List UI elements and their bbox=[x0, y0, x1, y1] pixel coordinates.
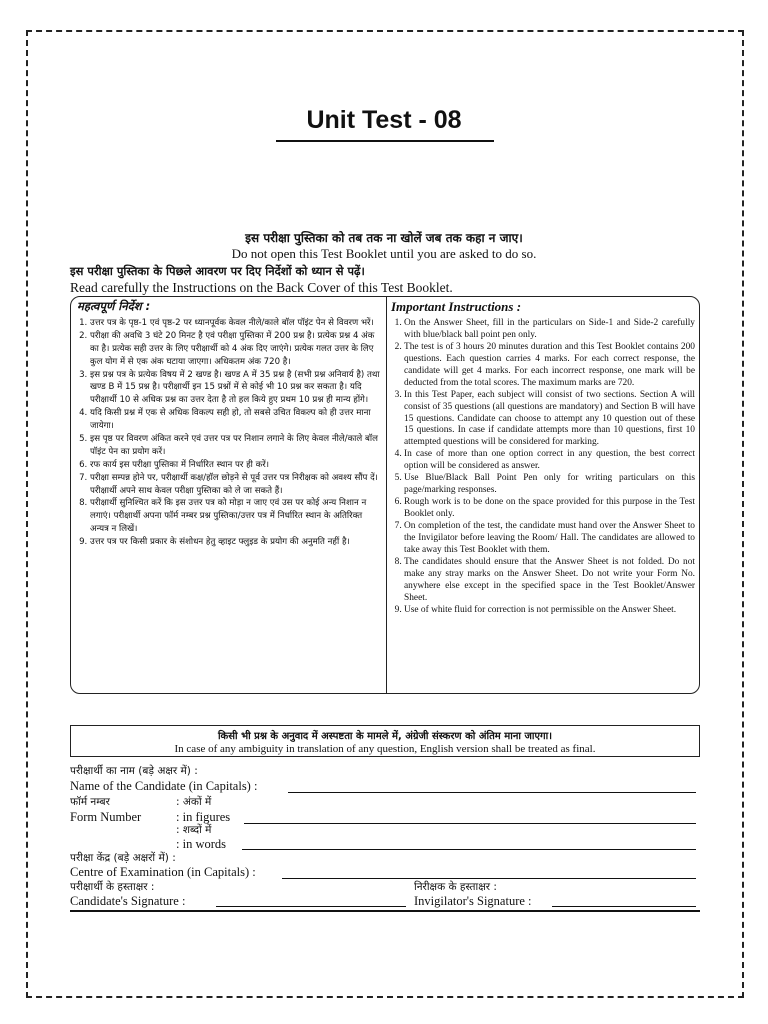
words-label-hindi: : शब्दों में bbox=[176, 824, 212, 836]
candidate-name-label-hindi: परीक्षार्थी का नाम (बड़े अक्षर में) : bbox=[70, 765, 198, 777]
form-number-label: Form Number bbox=[70, 810, 142, 824]
english-instruction-item: 4. In case of more than one option correct in any question, the best correct option will be considered as answer. bbox=[404, 449, 695, 473]
hindi-instruction-item: 7. परीक्षा सम्पन्न होने पर, परीक्षार्थी कक्ष/हॉल छोड़ने से पूर्व उत्तर पत्र निरीक्षक को अवश्य सौंप दें। परीक्षार्थी अपने साथ केवल परीक्षा पुस्तिका को ले जा सकते हैं। bbox=[90, 472, 381, 498]
hindi-instructions-column bbox=[77, 299, 381, 549]
candidate-signature-label: Candidate's Signature : bbox=[70, 894, 186, 908]
hindi-instruction-item: 8. परीक्षार्थी सुनिश्चित करें कि इस उत्तर पत्र को मोड़ा न जाए एवं उस पर कोई अन्य निशान न लगाएं। परीक्षार्थी अपना फॉर्म नम्बर प्रश्न पुस्तिका/उत्तर पत्र में निर्धारित स्थान के अतिरिक्त अन्यत्र न लिखें। bbox=[90, 497, 381, 536]
hindi-instruction-item: 6. रफ कार्य इस परीक्षा पुस्तिका में निर्धारित स्थान पर ही करें। bbox=[90, 459, 381, 472]
english-instruction-item: 7. On completion of the test, the candidate must hand over the Answer Sheet to the Invigilator before leaving the Room/ Hall. The candidates are allowed to take away this Test Booklet with them. bbox=[404, 521, 695, 557]
english-instruction-item: 5. Use Blue/Black Ball Point Pen only for writing particulars on this page/marking responses. bbox=[404, 473, 695, 497]
english-instruction-item: 1. On the Answer Sheet, fill in the particulars on Side-1 and Side-2 carefully with blue/black ball point pen only. bbox=[404, 318, 695, 342]
hindi-instruction-item: 3. इस प्रश्न पत्र के प्रत्येक विषय में 2 खण्ड है। खण्ड A में 35 प्रश्न है (सभी प्रश्न अनिवार्य है) तथा खण्ड B में 15 प्रश्न है। परीक्षार्थी इन 15 प्रश्नों में से कोई भी 10 प्रश्न कर सकता है। यदि परीक्षार्थी 10 से अधिक प्रश्न का उत्तर देता है तो हल किये हुए प्रथम 10 प्रश्न ही मान्य होंगे। bbox=[90, 369, 381, 408]
invigilator-signature-field[interactable] bbox=[552, 906, 696, 907]
english-instructions-list bbox=[391, 318, 695, 616]
candidate-name-field[interactable] bbox=[288, 792, 696, 793]
hindi-instruction-item: 2. परीक्षा की अवधि 3 घंटे 20 मिनट है एवं परीक्षा पुस्तिका में 200 प्रश्न है। प्रत्येक प्रश्न 4 अंक का है। प्रत्येक सही उत्तर के लिए परीक्षार्थी को 4 अंक दिए जाएंगे। प्रत्येक गलत उत्तर के लिए कुल योग में से एक अंक घटाया जाएगा। अधिकतम अंक 720 है। bbox=[90, 330, 381, 369]
candidate-signature-field[interactable] bbox=[216, 906, 406, 907]
notice-hindi-read-instructions: इस परीक्षा पुस्तिका के पिछले आवरण पर दिए निर्देशों को ध्यान से पढ़ें। bbox=[70, 264, 365, 278]
invigilator-signature-label-hindi: निरीक्षक के हस्ताक्षर : bbox=[414, 881, 497, 893]
column-divider bbox=[386, 297, 387, 693]
candidate-signature-label-hindi: परीक्षार्थी के हस्ताक्षर : bbox=[70, 881, 155, 893]
candidate-name-label: Name of the Candidate (in Capitals) : bbox=[70, 779, 258, 793]
form-bottom-rule bbox=[70, 910, 700, 912]
form-number-label-hindi: फॉर्म नम्बर bbox=[70, 796, 110, 808]
centre-label-hindi: परीक्षा केंद्र (बड़े अक्षरों में) : bbox=[70, 852, 176, 864]
notice-english-do-not-open: Do not open this Test Booklet until you are asked to do so. bbox=[231, 246, 537, 261]
instructions-box bbox=[70, 296, 700, 694]
figures-label: : in figures bbox=[176, 810, 231, 824]
form-number-words-field[interactable] bbox=[242, 849, 696, 850]
title-underline bbox=[276, 140, 494, 142]
ambiguity-notice-hindi: किसी भी प्रश्न के अनुवाद में अस्पष्टता के मामले में, अंग्रेजी संस्करण को अंतिम माना जाएगा। bbox=[217, 731, 553, 742]
figures-label-hindi: : अंकों में bbox=[176, 796, 212, 808]
english-instruction-item: 6. Rough work is to be done on the space provided for this purpose in the Test Booklet only. bbox=[404, 497, 695, 521]
centre-label: Centre of Examination (in Capitals) : bbox=[70, 865, 256, 879]
hindi-instruction-item: 1. उत्तर पत्र के पृष्ठ-1 एवं पृष्ठ-2 पर ध्यानपूर्वक केवल नीले/काले बॉल पॉइंट पेन से विवरण भरें। bbox=[90, 317, 381, 330]
english-instruction-item: 2. The test is of 3 hours 20 minutes duration and this Test Booklet contains 200 questions. Each question carries 4 marks. For each correct response, the candidate will get 4 marks. For each incorrect response, one mark will be deducted from the total scores. The maximum marks are 720. bbox=[404, 342, 695, 390]
ambiguity-notice-english: In case of any ambiguity in translation of any question, English version shall be treated as final. bbox=[174, 743, 596, 755]
english-instructions-column bbox=[391, 299, 695, 616]
hindi-instructions-heading: महत्वपूर्ण निर्देश : bbox=[77, 299, 151, 313]
centre-field[interactable] bbox=[282, 878, 696, 879]
ambiguity-notice-box bbox=[70, 725, 700, 757]
notice-english-read-instructions: Read carefully the Instructions on the Back Cover of this Test Booklet. bbox=[70, 280, 453, 295]
hindi-instruction-item: 9. उत्तर पत्र पर किसी प्रकार के संशोधन हेतु व्हाइट फ्लुइड के प्रयोग की अनुमति नहीं है। bbox=[90, 536, 381, 549]
hindi-instruction-item: 4. यदि किसी प्रश्न में एक से अधिक विकल्प सही हो, तो सबसे उचित विकल्प को ही उत्तर माना जायेगा। bbox=[90, 407, 381, 433]
english-instructions-heading: Important Instructions : bbox=[391, 299, 522, 314]
english-instruction-item: 9. Use of white fluid for correction is not permissible on the Answer Sheet. bbox=[404, 605, 695, 617]
english-instruction-item: 8. The candidates should ensure that the Answer Sheet is not folded. Do not make any stray marks on the Answer Sheet. Do not write your Form No. anywhere else except in the specified space in the Test Booklet/Answer Sheet. bbox=[404, 557, 695, 605]
english-instruction-item: 3. In this Test Paper, each subject will consist of two sections. Section A will consist of 35 questions (all questions are mandatory) and Section B will have 15 questions. Candidate can choose to attempt any 10 question out of these 15 questions. In case if candidate attempts more than 10 questions, first 10 attempted questions will be considered for marking. bbox=[404, 390, 695, 450]
hindi-instructions-list bbox=[77, 317, 381, 549]
page-title: Unit Test - 08 bbox=[306, 106, 462, 134]
invigilator-signature-label: Invigilator's Signature : bbox=[414, 894, 532, 908]
form-number-figures-field[interactable] bbox=[244, 823, 696, 824]
notice-hindi-do-not-open: इस परीक्षा पुस्तिका को तब तक ना खोलें जब तक कहा न जाए। bbox=[245, 231, 523, 245]
hindi-instruction-item: 5. इस पृष्ठ पर विवरण अंकित करने एवं उत्तर पत्र पर निशान लगाने के लिए केवल नीले/काले बॉल पॉइंट पेन का प्रयोग करें। bbox=[90, 433, 381, 459]
words-label: : in words bbox=[176, 837, 226, 851]
